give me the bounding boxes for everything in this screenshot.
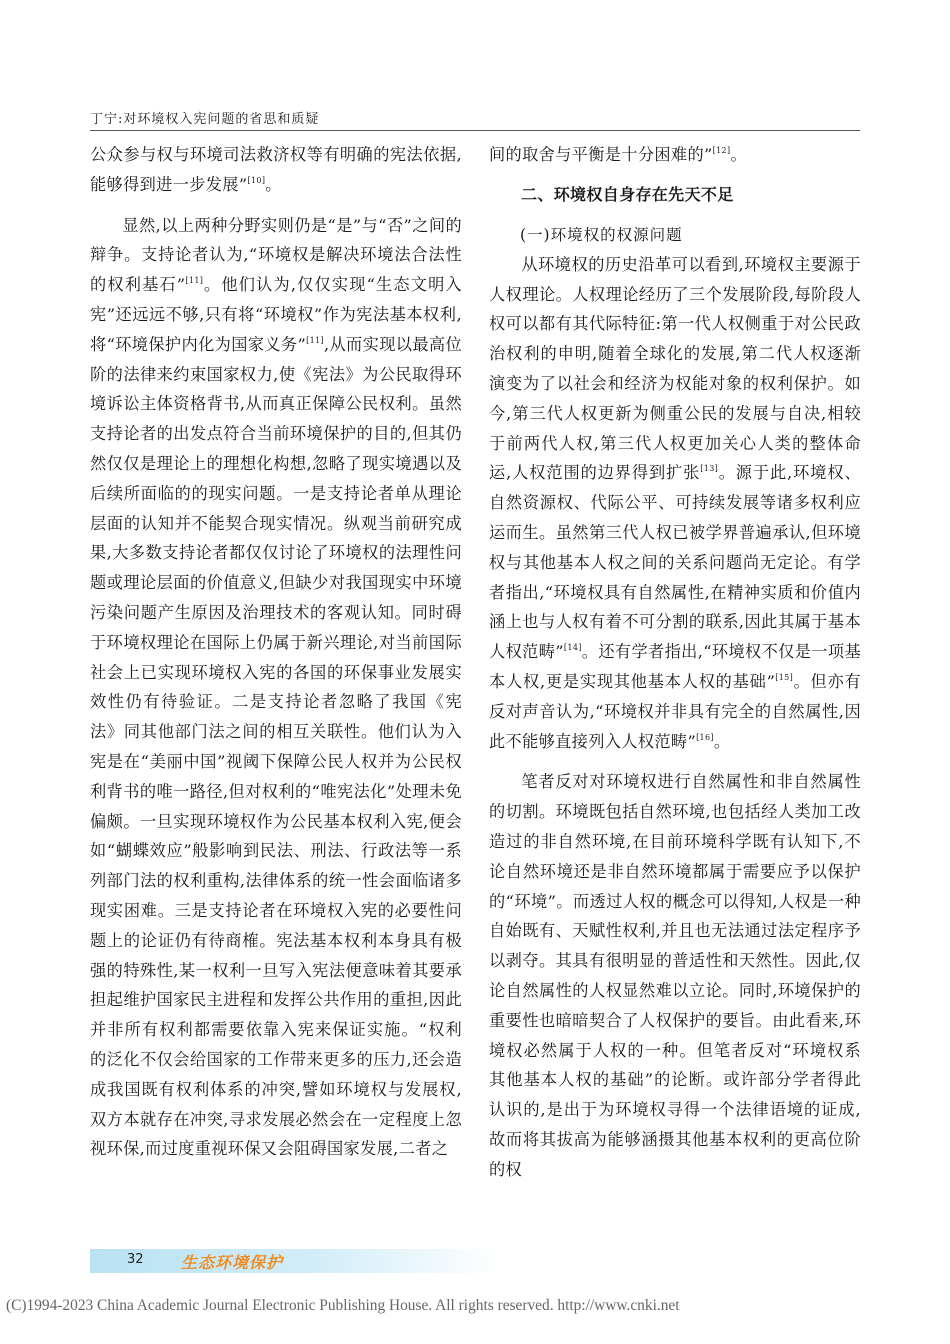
page-number: 32 [127, 1252, 144, 1267]
running-head: 丁宁:对环境权入宪问题的省思和质疑 [90, 108, 860, 131]
citation-ref: [11] [185, 276, 204, 286]
citation-ref: [12] [712, 146, 731, 155]
citation-ref: [14] [563, 643, 582, 653]
citation-ref: [16] [696, 732, 714, 742]
citation-ref: [13] [700, 464, 719, 474]
citation-ref: [11] [306, 335, 324, 345]
footer-band [90, 1249, 500, 1273]
journal-logo: 生态环境保护 [181, 1253, 284, 1272]
citation-ref: [15] [775, 672, 794, 682]
left-column [90, 140, 462, 1164]
paragraph: 间的取舍与平衡是十分困难的”[12]。 [489, 145, 747, 164]
right-column [489, 140, 861, 1185]
copyright-notice: (C)1994-2023 China Academic Journal Electronic Publishing House. All rights reserved. http://www.cnki.net [6, 1297, 680, 1314]
paragraph: 笔者反对对环境权进行自然属性和非自然属性的切割。环境既包括自然环境,也包括经人类加工改造过的非自然环境,在目前环境科学既有认知下,不论自然环境还是非自然环境都属于需要应予以保护的“环境”。而透过人权的概念可以得知,人权是一种自始既有、天赋性权利,并且也无法通过法定程序予以剥夺。其具有很明显的普适性和天然性。因此,仅论自然属性的人权显然难以立论。同时,环境保护的重要性也暗暗契合了人权保护的要旨。由此看来,环境权必然属于人权的一种。但笔者反对“环境权系其他基本人权的基础”的论断。或许部分学者得此认识的,是出于为环境权寻得一个法律语境的证成,故而将其拔高为能够涵摄其他基本权利的更高位阶的权 [489, 772, 861, 1179]
subsection-heading: (一)环境权的权源问题 [520, 225, 683, 244]
section-heading: 二、环境权自身存在先天不足 [521, 184, 734, 204]
paragraph: 公众参与权与环境司法救济权等有明确的宪法依据,能够得到进一步发展”[10]。 [90, 145, 462, 194]
paragraph: 显然,以上两种分野实则仍是“是”与“否”之间的辩争。支持论者认为,“环境权是解决环境法合法性的权利基石”[11]。他们认为,仅仅实现“生态文明入宪”还远远不够,只有将“环境权”作为宪法基本权利,将“环境保护内化为国家义务”[11],从而实现以最高位阶的法律来约束国家权力,使《宪法》为公民取得环境诉讼主体资格背书,从而真正保障公民权利。虽然支持论者的出发点符合当前环境保护的目的,但其仍然仅仅是理论上的理想化构想,忽略了现实境遇以及后续所面临的的现实问题。一是支持论者单从理论层面的认知并不能契合现实情况。纵观当前研究成果,大多数支持论者都仅仅讨论了环境权的法理性问题或理论层面的价值意义,但缺少对我国现实中环境污染问题产生原因及治理技术的客观认知。同时碍于环境权理论在国际上仍属于新兴理论,对当前国际社会上已实现环境权入宪的各国的环保事业发展实效性仍有待验证。二是支持论者忽略了我国《宪法》同其他部门法之间的相互关联性。他们认为入宪是在“美丽中国”视阈下保障公民人权并为公民权利背书的唯一路径,但对权利的“唯宪法化”处理未免偏颇。一旦实现环境权作为公民基本权利入宪,便会如“蝴蝶效应”般影响到民法、刑法、行政法等一系列部门法的权利重构,法律体系的统一性会面临诸多现实困难。三是支持论者在环境权入宪的必要性问题上的论证仍有待商榷。宪法基本权利本身具有极强的特殊性,某一权利一旦写入宪法便意味着其要承担起维护国家民主进程和发挥公共作用的重担,因此并非所有权利都需要依靠入宪来保证实施。“权利的泛化不仅会给国家的工作带来更多的压力,还会造成我国既有权利体系的冲突,譬如环境权与发展权,双方本就存在冲突,寻求发展必然会在一定程度上忽视环保,而过度重视环保又会阻碍国家发展,二者之 [90, 215, 463, 1159]
paragraph: 从环境权的历史沿革可以看到,环境权主要源于人权理论。人权理论经历了三个发展阶段,每阶段人权可以都有其代际特征:第一代人权侧重于对公民政治权利的申明,随着全球化的发展,第二代人权逐渐演变为了以社会和经济为权能对象的权利保护。如今,第三代人权更新为侧重公民的发展与自决,相较于前两代人权,第三代人权更加关心人类的整体命运,人权范围的边界得到扩张[13]。源于此,环境权、自然资源权、代际公平、可持续发展等诸多权利应运而生。虽然第三代人权已被学界普遍承认,但环境权与其他基本人权之间的关系问题尚无定论。有学者指出,“环境权具有自然属性,在精神实质和价值内涵上也与人权有着不可分割的联系,因此其属于基本人权范畴”[14]。还有学者指出,“环境权不仅是一项基本人权,更是实现其他基本人权的基础”[15]。但亦有反对声音认为,“环境权并非具有完全的自然属性,因此不能够直接列入人权范畴”[16]。 [489, 254, 862, 751]
citation-ref: [10] [247, 175, 266, 185]
